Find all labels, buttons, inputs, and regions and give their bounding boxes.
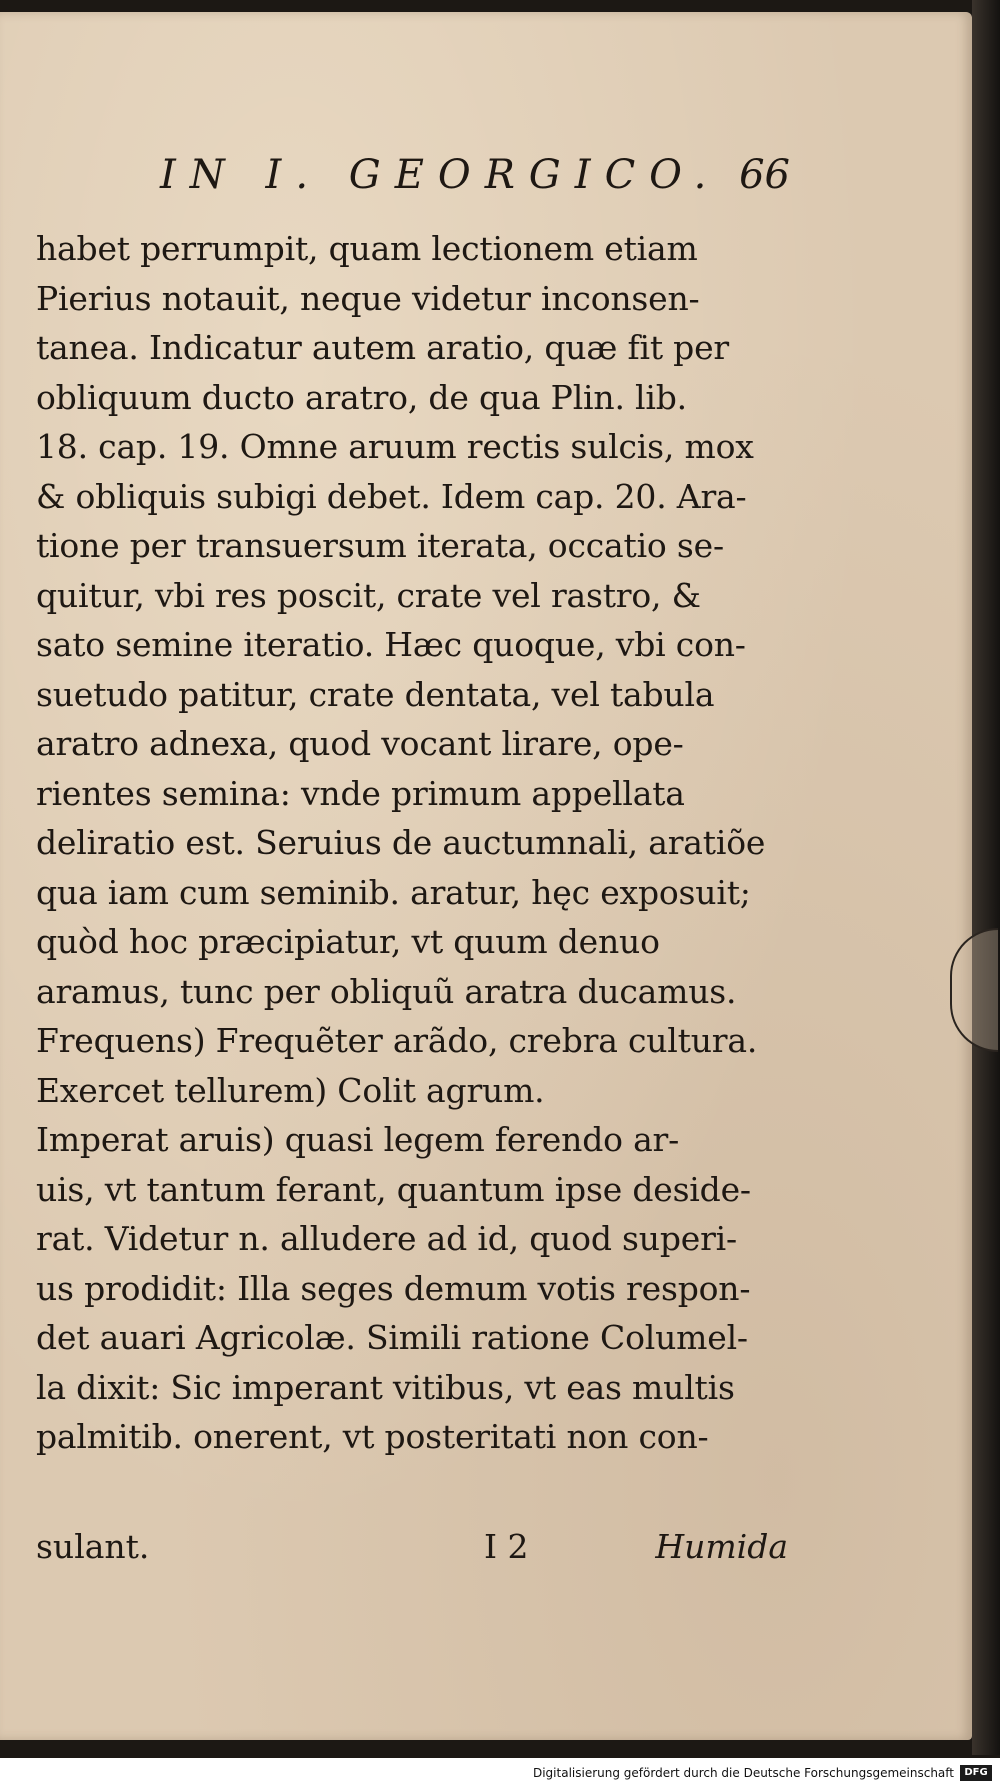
text-line: 18. cap. 19. Omne aruum rectis sulcis, mox [36, 427, 754, 466]
catchword: Humida [655, 1527, 788, 1566]
text-line: la dixit: Sic imperant vitibus, vt eas multis [36, 1367, 735, 1407]
text-line: rat. Videtur n. alludere ad id, quod superi- [36, 1219, 737, 1258]
signature-mark: I 2 [484, 1527, 529, 1566]
body-text [36, 224, 788, 1462]
text-line: rientes semina: vnde primum appellata [36, 773, 685, 813]
book-page [0, 12, 972, 1740]
text-line: det auari Agricolæ. Simili ratione Columel- [36, 1318, 748, 1357]
scan-background-edge [972, 0, 1000, 1755]
text-line: aramus, tunc per obliquũ aratra ducamus. [36, 971, 737, 1011]
text-line: deliratio est. Seruius de auctumnali, aratiõe [36, 823, 766, 862]
text-line: tanea. Indicatur autem aratio, quæ fit per [36, 328, 729, 367]
text-line: Pierius notauit, neque videtur inconsen- [36, 278, 700, 318]
text-line: palmitib. onerent, vt posteritati non con- [36, 1417, 709, 1456]
text-line: Imperat aruis) quasi legem ferendo ar- [36, 1120, 680, 1159]
text-line: habet perrumpit, quam lectionem etiam [36, 229, 698, 268]
dfg-logo: DFG [960, 1765, 992, 1781]
text-line: Frequens) Frequẽter arãdo, crebra cultura. [36, 1021, 758, 1060]
text-line: suetudo patitur, crate dentata, vel tabula [36, 674, 715, 714]
text-line: quitur, vbi res poscit, crate vel rastro, & [36, 575, 701, 615]
credit-text: Digitalisierung gefördert durch die Deutsche Forschungsgemeinschaft [532, 1766, 954, 1780]
text-line: uis, vt tantum ferant, quantum ipse deside- [36, 1169, 751, 1209]
digitization-credit-bar [0, 1758, 1000, 1790]
page-footer [36, 1522, 788, 1572]
last-text-line: sulant. [36, 1527, 150, 1566]
text-line: sato semine iteratio. Hæc quoque, vbi con- [36, 625, 746, 664]
text-line: & obliquis subigi debet. Idem cap. 20. Ara- [36, 476, 747, 516]
text-line: quòd hoc præcipiatur, vt quum denuo [36, 922, 660, 961]
text-line: qua iam cum seminib. aratur, hęc exposuit; [36, 872, 751, 912]
running-header [160, 152, 790, 212]
text-line: aratro adnexa, quod vocant lirare, ope- [36, 724, 684, 763]
running-title: IN I. GEORGICO. [160, 152, 721, 198]
text-line: us prodidit: Illa seges demum votis respon- [36, 1268, 751, 1308]
text-line: tione per transuersum iterata, occatio se- [36, 526, 724, 565]
text-line: obliquum ducto aratro, de qua Plin. lib. [36, 377, 687, 417]
text-line: Exercet tellurem) Colit agrum. [36, 1070, 545, 1110]
page-number: 66 [739, 152, 790, 198]
